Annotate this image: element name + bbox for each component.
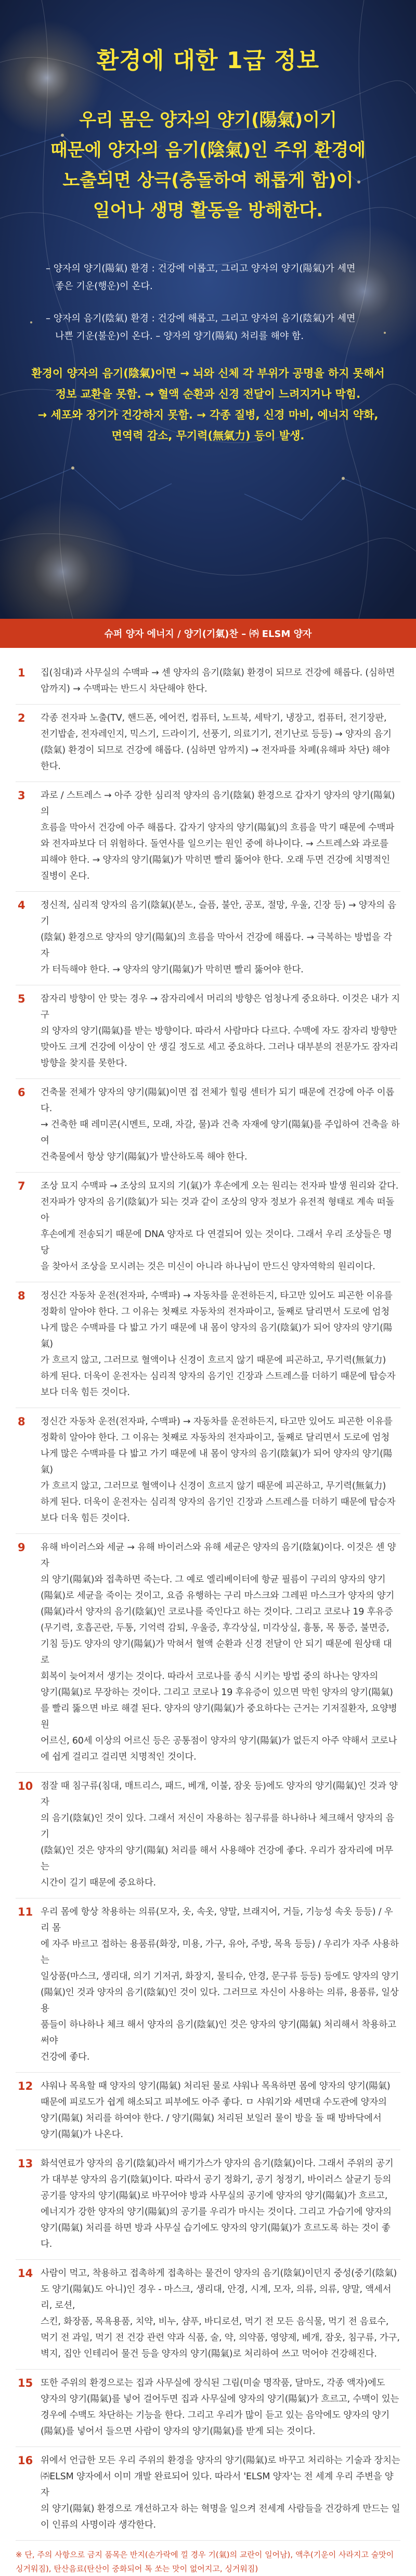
item-line: 양자의 양기(陽氣)를 넣어 걸어두면 집과 사무실에 양자의 양기(陽氣)가 흐르고, 수맥이 있는 xyxy=(41,2394,399,2404)
item-text xyxy=(41,991,400,1072)
warning-line: 면역력 감소, 무기력(無氣力) 등이 발생. xyxy=(111,430,305,442)
item-line: 하게 된다. 더욱이 운전자는 심리적 양자의 음기인 긴장과 스트레스를 더하기 때문에 탑승자 xyxy=(41,1497,396,1507)
item-number: 15 xyxy=(18,2377,33,2389)
definition-line: 나쁜 기운(불운)이 온다. – 양자의 양기(陽氣) 처리를 해야 함. xyxy=(55,331,304,342)
list-item xyxy=(16,782,400,892)
item-line: 맞아도 크게 건강에 이상이 안 생길 정도로 세고 중요하다. 그러나 대부분의 전문가도 잠자리 xyxy=(41,1042,398,1052)
item-line: 각종 전자파 노출(TV, 핸드폰, 에어컨, 컴퓨터, 노트북, 세탁기, 냉장고, 컴퓨터, 전기장판, xyxy=(41,713,387,723)
item-line: 에 자주 바르고 접하는 용품류(화장, 미용, 가구, 유아, 주방, 목욕 등등) / 우리가 자주 사용하는 xyxy=(41,1939,399,1966)
item-text xyxy=(41,665,400,697)
info-list xyxy=(0,648,416,2541)
lead-line: 일어나 생명 활동을 방해한다. xyxy=(93,200,323,221)
item-line: 잠자리 방향이 안 맞는 경우 → 잠자리에서 머리의 방향은 엄청나게 중요하다. 이것은 내가 지구 xyxy=(41,994,400,1020)
item-line: 때문에 피로도가 쉽게 해소되고 피부에도 아주 좋다. ㅁ 샤워기와 세면대 수도관에 양자의 xyxy=(41,2097,387,2107)
item-line: 또한 주위의 환경으로는 집과 사무실에 장식된 그림(미술 명작품, 달마도, 각종 액자)에도 xyxy=(41,2378,385,2388)
item-number: 7 xyxy=(18,1180,25,1192)
item-text xyxy=(41,2078,400,2143)
item-line: 시간이 길기 때문에 중요하다. xyxy=(41,1878,156,1888)
item-line: 위에서 언급한 모든 우리 주위의 환경을 양자의 양기(陽氣)로 바꾸고 처리하는 기술과 장치는 xyxy=(41,2455,400,2466)
item-line: 보다 더욱 힘든 것이다. xyxy=(41,1387,130,1398)
footnote-line: ※ 단, 주의 사항으로 금지 품목은 반지(손가락에 낄 경우 기(氣)의 교란이 일어남), 액추(기운이 사라지고 술맛이 xyxy=(16,2550,394,2559)
item-line: 피해야 한다. → 양자의 양기(陽氣)가 막히면 빨리 뚫어야 한다. 오래 두면 건강에 치명적인 xyxy=(41,855,390,865)
item-number: 16 xyxy=(18,2454,33,2467)
item-line: 기침 등)도 양자의 양기(陽氣)가 막혀서 혈액 순환과 신경 전달이 안 되기 때문에 원상태 대로 xyxy=(41,1639,392,1666)
item-line: 가 터득해야 한다. → 양자의 양기(陽氣)가 막히면 빨리 뚫어야 한다. xyxy=(41,965,304,975)
item-line: (陰氣) 환경으로 양자의 양기(陽氣)의 흐름을 막아서 건강에 해롭다. → 극복하는 방법을 각자 xyxy=(41,932,392,959)
definition-line: – 양자의 양기(陽氣) 환경 : 건강에 이롭고, 그리고 양자의 양기(陽氣)가 세면 xyxy=(46,263,356,274)
footnote xyxy=(0,2541,416,2576)
item-line: 와 전자파보다 더 위험하다. 돌연사를 일으키는 원인 중에 하나이다. → 스트레스와 과로를 xyxy=(41,839,388,849)
item-line: 한다. xyxy=(41,761,61,772)
item-line: 에 쉽게 걸리고 걸리면 치명적인 것이다. xyxy=(41,1752,197,1762)
list-item xyxy=(16,2150,400,2260)
definition-yin xyxy=(46,310,370,345)
item-line: 조상 묘지 수맥파 → 조상의 묘지의 기(氣)가 후손에게 오는 원리는 전자파 발생 원리와 같다. xyxy=(41,1181,399,1191)
list-item xyxy=(16,1282,400,1408)
item-line: 정신적, 심리적 양자의 음기(陰氣)(분노, 슬픔, 불안, 공포, 절망, 우울, 긴장 등) → 양자의 음기 xyxy=(41,900,396,927)
item-line: (陽氣)를 넣어서 들으면 사람이 양자의 양기(陽氣)를 받게 되는 것이다. xyxy=(41,2426,316,2437)
item-line: 우리 몸에 항상 착용하는 의류(모자, 옷, 속옷, 양말, 브래지어, 거들, 기능성 속옷 등등) / 우리 몸 xyxy=(41,1907,393,1933)
definition-line: – 양자의 음기(陰氣) 환경 : 건강에 해롭고, 그리고 양자의 음기(陰氣)가 세면 xyxy=(46,313,356,324)
item-line: 정확히 알아야 한다. 그 이유는 첫째로 자동차의 전자파이고, 둘째로 달리면서 도로에 엄청 xyxy=(41,1307,390,1317)
list-item xyxy=(16,1079,400,1173)
list-item xyxy=(16,1173,400,1282)
item-line: 회복이 늦어져서 생기는 것이다. 따라서 코로나를 종식 시키는 방법 중의 하나는 양자의 xyxy=(41,1671,379,1682)
item-text xyxy=(41,1414,400,1527)
item-line: 나게 많은 수맥파를 다 밟고 가기 때문에 내 몸이 양자의 음기(陰氣)가 되어 양자의 양기(陽氣) xyxy=(41,1449,393,1475)
item-line: (陰氣) 환경이 되므로 건강에 해롭다. (심하면 암까지) → 전자파를 차폐(유해파 차단) 해야 xyxy=(41,745,390,756)
item-line: 전기밥솥, 전자레인지, 믹스기, 드라이기, 선풍기, 의료기기, 전기난로 등등) → 양자의 음기 xyxy=(41,729,392,739)
item-line: 흐름을 막아서 건강에 아주 해롭다. 갑자기 양자의 양기(陽氣)의 흐름을 막기 때문에 수맥파 xyxy=(41,823,395,833)
item-text xyxy=(41,788,400,884)
item-text xyxy=(41,1540,400,1765)
item-line: 정신간 자동차 운전(전자파, 수맥파) → 자동차를 운전하든지, 타고만 있어도 피곤한 이유를 xyxy=(41,1416,393,1427)
warning-line: 정보 교환을 못함. → 혈액 순환과 신경 전달이 느려지거나 막힘. xyxy=(55,388,361,400)
item-line: (무기력, 호흡곤란, 두통, 기억력 감퇴, 우울증, 후각상실, 미각상실, 흉통, 목 통증, 불면증, xyxy=(41,1623,389,1633)
item-line: 점잘 때 침구류(침대, 매트리스, 패드, 베개, 이불, 잠옷 등)에도 양자의 양기(陽氣)인 것과 양자 xyxy=(41,1781,398,1807)
item-number: 4 xyxy=(18,899,25,912)
item-line: (陽氣)로 세균을 죽이는 것이고, 요즘 유행하는 구리 마스크와 그레핀 마스크가 양자의 양기 xyxy=(41,1591,395,1601)
list-item xyxy=(16,892,400,985)
item-line: 정확히 알아야 한다. 그 이유는 첫째로 자동차의 전자파이고, 둘째로 달리면서 도로에 엄청 xyxy=(41,1433,390,1443)
item-text xyxy=(41,1085,400,1165)
lead-statement xyxy=(0,105,416,226)
item-line: 나게 많은 수맥파를 다 밟고 가기 때문에 내 몸이 양자의 음기(陰氣)가 되어 양자의 양기(陽氣) xyxy=(41,1323,393,1349)
warning-line: → 세포와 장기가 건강하지 못함. → 각종 질병, 신경 마비, 에너지 약화, xyxy=(37,409,379,421)
item-line: 일상품(마스크, 생리대, 의기 기저귀, 화장지, 물티슈, 안경, 문구류 등등) 등에도 양자의 양기 xyxy=(41,1971,399,1982)
item-number: 13 xyxy=(18,2157,33,2170)
item-line: 가 흐르지 않고, 그러므로 혈액이나 신경이 흐르지 않기 때문에 피곤하고, 무기력(無氣力) xyxy=(41,1355,386,1365)
item-line: → 건축한 때 레미콘(시멘트, 모래, 자갈, 물)과 건축 자재에 양기(陽氣)를 주입하여 건축을 하여 xyxy=(41,1120,400,1146)
definition-line: 좋은 기운(행운)이 온다. xyxy=(55,281,153,292)
item-line: 에너지가 강한 양자의 양기(陽氣)의 공기를 우리가 마시는 것이다. 그리고 가습기에 양자의 xyxy=(41,2207,392,2217)
item-line: 를 빨리 뚫으면 바로 해결 된다. 양자의 양기(陽氣)가 중요하다는 근거는 기저질환자, 요양병원 xyxy=(41,1703,397,1730)
list-item xyxy=(16,2073,400,2150)
item-line: 건강에 좋다. xyxy=(41,2052,90,2062)
lead-line: 우리 몸은 양자의 양기(陽氣)이기 xyxy=(79,110,337,131)
item-number: 5 xyxy=(18,993,25,1005)
item-text xyxy=(41,2156,400,2253)
definition-yang xyxy=(46,260,370,295)
item-line: 을 찾아서 조상을 모시려는 것은 미신이 아니라 하나님이 만드신 양자역학의 원리이다. xyxy=(41,1261,375,1272)
list-item xyxy=(16,1898,400,2073)
footnote-line: 싱거워짐), 탄산음료(탄산이 중화되어 톡 쏘는 맛이 없어지고, 싱거워짐) xyxy=(16,2564,258,2573)
item-text xyxy=(41,710,400,775)
item-line: 가 흐르지 않고, 그러므로 혈액이나 신경이 흐르지 않기 때문에 피곤하고, 무기력(無氣力) xyxy=(41,1481,386,1491)
item-line: 가 대부분 양자의 음기(陰氣)이다. 따라서 공기 정화기, 공기 청정기, 바이러스 살균기 등의 xyxy=(41,2175,392,2185)
item-line: 먹기 전 과일, 먹기 전 건강 관련 약과 식품, 술, 약, 의약품, 영양제, 베개, 잠옷, 침구류, 가구, xyxy=(41,2333,400,2343)
item-line: 품들이 하나하나 체크 해서 양자의 음기(陰氣)인 것은 양자의 양기(陽氣) 처리해서 착용하고 써야 xyxy=(41,2020,396,2046)
item-line: (陽氣)라서 양자의 음기(陰氣)인 코로나를 죽인다고 하는 것이다. 그리고 코로나 19 후유증 xyxy=(41,1607,393,1617)
item-text xyxy=(41,1288,400,1401)
list-item xyxy=(16,659,400,705)
lead-line: 때문에 양자의 음기(陰氣)인 주위 환경에 xyxy=(50,140,366,161)
item-text xyxy=(41,2266,400,2362)
item-line: 화석연료가 양자의 음기(陰氣)라서 배기가스가 양자의 음기(陰氣)이다. 그래서 주위의 공기 xyxy=(41,2158,394,2169)
list-item xyxy=(16,1773,400,1898)
item-line: 양기(陽氣)가 나온다. xyxy=(41,2129,123,2140)
item-line: 공기를 양자의 양기(陽氣)로 바꾸어야 방과 사무실의 공기에 양자의 양기(陽氣)가 흐르고, xyxy=(41,2191,388,2201)
item-line: 의 음기(陰氣)인 것이 있다. 그래서 저신이 자용하는 침구류를 하나하나 체크해서 양자의 음기 xyxy=(41,1813,395,1840)
item-line: 질병이 온다. xyxy=(41,871,90,881)
item-line: 하게 된다. 더욱이 운전자는 심리적 양자의 음기인 긴장과 스트레스를 더하기 때문에 탑승자 xyxy=(41,1371,396,1382)
item-line: 경우에 수맥도 차단하는 기능을 한다. 그리고 우리가 많이 듣고 있는 음악에도 양자의 양기 xyxy=(41,2410,390,2421)
item-line: 전자파가 양자의 음기(陰氣)가 되는 것과 같이 조상의 양자 정보가 유전적 형태로 계속 떠돌아 xyxy=(41,1197,395,1224)
list-item xyxy=(16,2260,400,2370)
page-title: 환경에 대한 1급 정보 xyxy=(96,47,320,74)
item-line: 도 양기(陽氣)도 아니)인 경우 - 마스크, 생리대, 안경, 시계, 모자, 의류, 의류, 양말, 액세서리, 로션, xyxy=(41,2284,392,2311)
item-line: 샤워나 목욕할 때 양자의 양기(陽氣) 처리된 물로 샤워나 목욕하면 몸에 양자의 양기(陽氣) xyxy=(41,2081,391,2091)
item-line: 양기(陽氣) 처리를 하여야 한다. / 양기(陽氣) 처리된 보일러 물이 방을 돌 때 방바닥에서 xyxy=(41,2113,382,2124)
item-number: 14 xyxy=(18,2267,33,2280)
item-number: 9 xyxy=(18,1541,25,1554)
item-line: 유해 바이러스와 세균 → 유해 바이러스와 유해 세균은 양자의 음기(陰氣)이다. 이것은 센 양자 xyxy=(41,1542,396,1569)
hero-section xyxy=(0,0,416,619)
item-number: 8 xyxy=(18,1290,25,1302)
item-text xyxy=(41,2453,400,2533)
item-number: 10 xyxy=(18,1780,33,1792)
warning-statement xyxy=(0,363,416,446)
item-text xyxy=(41,897,400,978)
list-item xyxy=(16,705,400,782)
item-number: 8 xyxy=(18,1415,25,1428)
definition-list xyxy=(46,260,370,345)
item-line: ㈜ELSM 양자에서 이미 개발 완료되어 있다. 따라서 'ELSM 양자'는 전 세계 우리 주변을 양자 xyxy=(41,2471,394,2498)
item-line: 의 양기(陽氣)와 접촉하면 죽는다. 그 예로 엘리베이터에 항균 필름이 구리의 양자의 양기 xyxy=(41,1575,386,1585)
item-line: 방향을 찾지를 못한다. xyxy=(41,1058,127,1069)
item-line: 과로 / 스트레스 → 아주 강한 심리적 양자의 음기(陰氣) 환경으로 갑자기 양자의 양기(陽氣)의 xyxy=(41,790,395,817)
item-number: 12 xyxy=(18,2080,33,2092)
item-line: 의 양자의 양기(陽氣)를 받는 방향이다. 따라서 사람마다 다르다. 수맥에 자도 잠자리 방향만 xyxy=(41,1026,397,1036)
item-line: 어르신, 60세 이상의 어르신 등은 공통점이 양자의 양기(陽氣)가 없든지 아주 약해서 코로나 xyxy=(41,1736,397,1746)
list-item xyxy=(16,2447,400,2541)
item-number: 6 xyxy=(18,1086,25,1099)
item-line: 건축물에서 항상 양기(陽氣)가 발산하도록 해야 한다. xyxy=(41,1152,248,1162)
item-line: 정신간 자동차 운전(전자파, 수맥파) → 자동차를 운전하든지, 타고만 있어도 피곤한 이유를 xyxy=(41,1291,393,1301)
item-line: 후손에게 전송되기 때문에 DNA 양자로 다 연결되어 있는 것이다. 그래서 우리 조상들은 명당 xyxy=(41,1229,392,1256)
item-number: 11 xyxy=(18,1906,33,1918)
item-number: 3 xyxy=(18,789,25,802)
list-item xyxy=(16,985,400,1079)
item-text xyxy=(41,2375,400,2440)
item-line: (陰氣)인 것은 양자의 양기(陽氣) 처리를 해서 사용해야 건강에 좋다. 우리가 잠자리에 머무는 xyxy=(41,1845,393,1872)
item-line: 건축물 전체가 양자의 양기(陽氣)이면 접 전체가 힐링 센터가 되기 때문에 건강에 아주 이롭다. xyxy=(41,1087,395,1114)
item-line: 이 인류의 사명이라 생각한다. xyxy=(41,2520,156,2530)
item-line: 집(침대)과 사무실의 수맥파 → 센 양자의 음기(陰氣) 환경이 되므로 건강에 해롭다. (심하면 xyxy=(41,668,395,678)
item-line: 사람이 먹고, 착용하고 접촉하게 접촉하는 물건이 양자의 음기(陰氣)이던지 중성(중기(陰氣) xyxy=(41,2268,397,2279)
item-text xyxy=(41,1178,400,1275)
item-text xyxy=(41,1904,400,2065)
item-line: 의 양기(陽氣) 환경으로 개선하고자 하는 혁명을 일으켜 전세계 사람들을 건강하게 만드는 일 xyxy=(41,2504,400,2514)
item-line: 암까지) → 수맥파는 반드시 차단해야 한다. xyxy=(41,684,207,694)
item-line: 보다 더욱 힘든 것이다. xyxy=(41,1513,130,1524)
warning-line: 환경이 양자의 음기(陰氣)이면 → 뇌와 신체 각 부위가 공명을 하지 못해서 xyxy=(31,367,385,380)
item-number: 2 xyxy=(18,712,25,724)
list-item xyxy=(16,1408,400,1534)
list-item xyxy=(16,1534,400,1773)
item-line: 양기(陽氣)로 무장하는 것이다. 그리고 코로나 19 후유증이 있으면 막힌 양자의 양기(陽氣) xyxy=(41,1687,393,1698)
lead-line: 노출되면 상극(충돌하여 해롭게 함)이 xyxy=(62,170,354,191)
item-line: 스킨, 화장품, 목욕용품, 치약, 비누, 샴푸, 바디로션, 먹기 전 모든 음식물, 먹기 전 음료수, xyxy=(41,2317,389,2327)
list-item xyxy=(16,2370,400,2447)
item-line: 양기(陽氣) 처리를 하면 방과 사무실 습기에도 양자의 양기(陽氣)가 흐르도록 하는 것이 좋다. xyxy=(41,2223,391,2249)
item-line: 벽지, 집안 인테리어 물건 등을 양자의 양기(陽氣)로 처리하여 쓰고 먹어야 건강해진다. xyxy=(41,2349,377,2359)
item-number: 1 xyxy=(18,667,25,679)
item-text xyxy=(41,1778,400,1891)
brand-band: 슈퍼 양자 에너지 / 양기(기氣)찬 – ㈜ ELSM 양자 xyxy=(0,619,416,648)
item-line: (陽氣)인 것과 양자의 음기(陰氣)인 것이 있다. 그러므로 자신이 사용하는 의류, 용품류, 일상용 xyxy=(41,1987,399,2014)
